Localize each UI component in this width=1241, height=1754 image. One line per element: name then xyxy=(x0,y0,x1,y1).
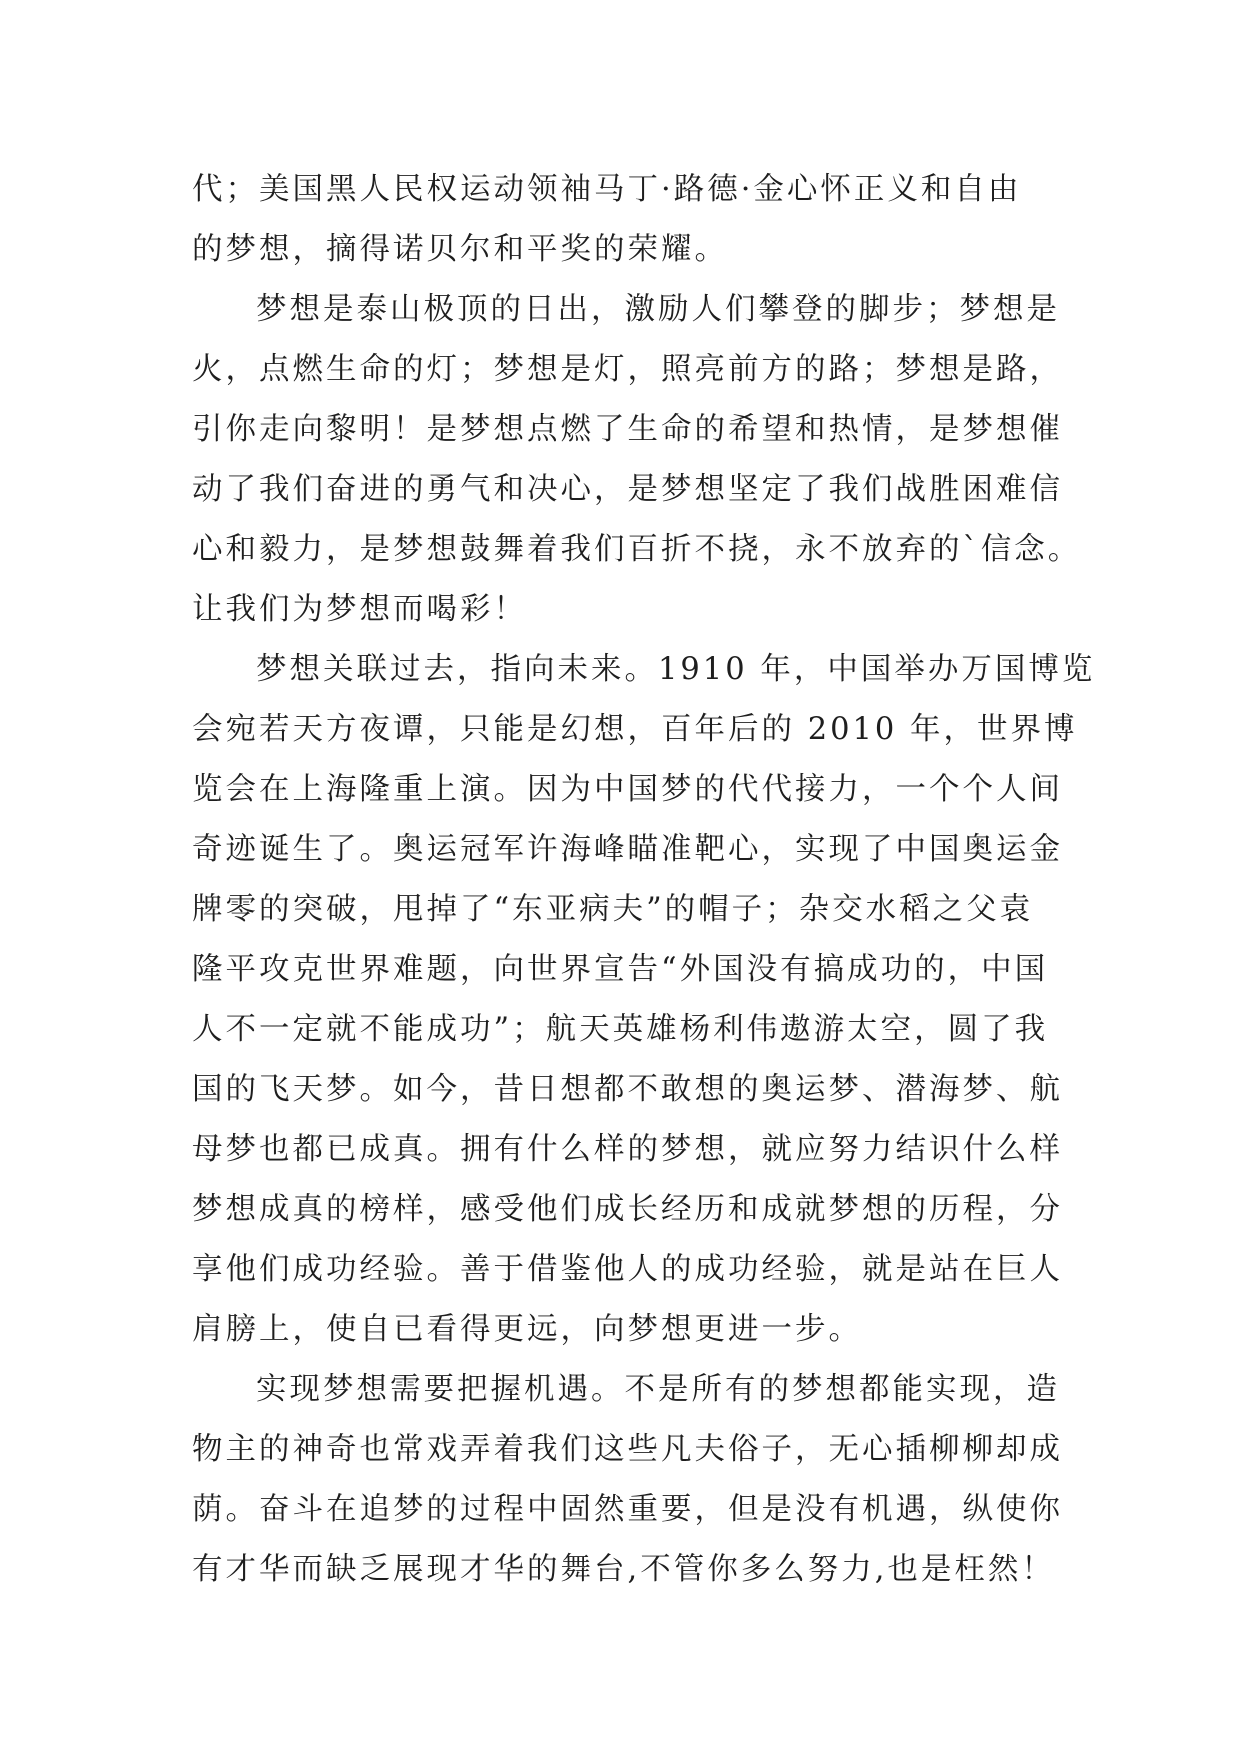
paragraph xyxy=(192,160,1062,280)
paragraph xyxy=(192,1360,1062,1600)
text-line: 引你走向黎明！是梦想点燃了生命的希望和热情，是梦想催 xyxy=(192,412,1063,447)
text-line: 梦想成真的榜样，感受他们成长经历和成就梦想的历程，分 xyxy=(192,1192,1063,1227)
paragraph xyxy=(192,640,1096,1360)
text-line: 会宛若天方夜谭，只能是幻想，百年后的 2010 年，世界博 xyxy=(192,712,1078,747)
text-line: 梦想是泰山极顶的日出，激励人们攀登的脚步；梦想是 xyxy=(256,292,1060,327)
document-body xyxy=(192,160,1096,1600)
text-line: 物主的神奇也常戏弄着我们这些凡夫俗子，无心插柳柳却成 xyxy=(192,1432,1063,1467)
text-line: 奇迹诞生了。奥运冠军许海峰瞄准靶心，实现了中国奥运金 xyxy=(192,832,1063,867)
text-line: 动了我们奋进的勇气和决心，是梦想坚定了我们战胜困难信 xyxy=(192,472,1063,507)
text-line: 荫。奋斗在追梦的过程中固然重要，但是没有机遇，纵使你 xyxy=(192,1492,1063,1527)
text-line: 让我们为梦想而喝彩！ xyxy=(192,592,527,627)
text-line: 火，点燃生命的灯；梦想是灯，照亮前方的路；梦想是路， xyxy=(192,352,1063,387)
text-line: 肩膀上，使自已看得更远，向梦想更进一步。 xyxy=(192,1312,862,1347)
paragraph xyxy=(192,280,1082,640)
text-line: 隆平攻克世界难题，向世界宣告“外国没有搞成功的，中国 xyxy=(192,952,1049,987)
text-line: 代；美国黑人民权运动领袖马丁·路德·金心怀正义和自由 xyxy=(192,172,1022,207)
text-line: 母梦也都已成真。拥有什么样的梦想，就应努力结识什么样 xyxy=(192,1132,1063,1167)
text-line: 享他们成功经验。善于借鉴他人的成功经验，就是站在巨人 xyxy=(192,1252,1063,1287)
text-line: 的梦想，摘得诺贝尔和平奖的荣耀。 xyxy=(192,232,728,267)
text-line: 心和毅力，是梦想鼓舞着我们百折不挠，永不放弃的`信念。 xyxy=(192,532,1082,567)
text-line: 实现梦想需要把握机遇。不是所有的梦想都能实现，造 xyxy=(256,1372,1060,1407)
text-line: 牌零的突破，甩掉了“东亚病夫”的帽子；杂交水稻之父袁 xyxy=(192,892,1034,927)
text-line: 梦想关联过去，指向未来。1910 年，中国举办万国博览 xyxy=(256,652,1096,687)
text-line: 人不一定就不能成功”；航天英雄杨利伟遨游太空，圆了我 xyxy=(192,1012,1049,1047)
text-line: 览会在上海隆重上演。因为中国梦的代代接力，一个个人间 xyxy=(192,772,1063,807)
text-line: 有才华而缺乏展现才华的舞台,不管你多么努力,也是枉然！ xyxy=(192,1552,1055,1587)
text-line: 国的飞天梦。如今，昔日想都不敢想的奥运梦、潜海梦、航 xyxy=(192,1072,1063,1107)
